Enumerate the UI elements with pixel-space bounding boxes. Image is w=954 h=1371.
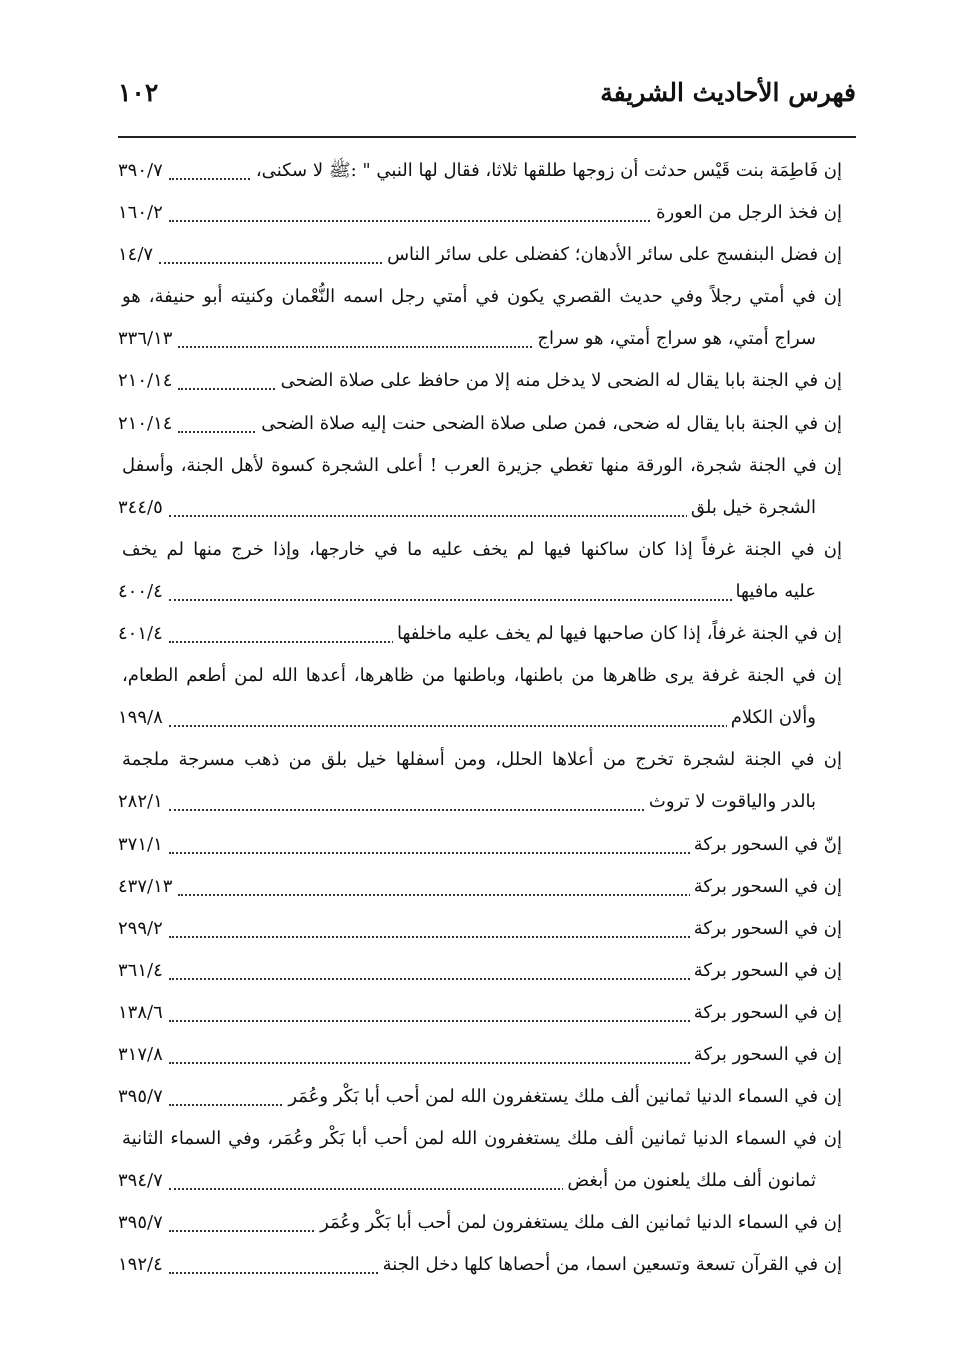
entry-text-wrap — [118, 276, 842, 318]
entry-text-wrap — [159, 234, 842, 276]
entry-text: إن في الجنة بابا يقال له الضحى لا يدخل منه إلا من حافظ على صلاة الضحى — [277, 370, 842, 391]
page-title: فهرس الأحاديث الشريفة — [600, 78, 856, 107]
entry-text-wrap — [118, 655, 842, 697]
entry-text: إن في القرآن تسعة وتسعين اسما، من أحصاها كلها دخل الجنة — [379, 1254, 842, 1275]
entry-text: إن في السماء الدنيا ثمانين ألف ملك يستغفرون الله لمن أحب أبا بَكْر وعُمَر — [284, 1086, 842, 1107]
entry-text-wrap — [118, 445, 842, 487]
index-entry — [118, 655, 842, 697]
entry-reference: ١٣٨/٦ — [118, 992, 169, 1034]
index-entry — [118, 866, 842, 908]
entry-reference: ١٩٢/٤ — [118, 1244, 169, 1286]
entry-text: إن في الجنة غرفاً، إذا كان صاحبها فيها لم يخف عليه ماخلفها — [393, 623, 842, 644]
entry-text: إن في الجنة لشجرة تخرج من أعلاها الحلل، ومن أسفلها خيل بلق من ذهب مسرجة ملجمة — [118, 749, 842, 770]
entry-text-wrap — [169, 487, 816, 529]
entry-reference: ٢١٠/١٤ — [118, 403, 178, 445]
index-entry — [118, 276, 842, 318]
entry-text-wrap — [178, 866, 842, 908]
dot-leader — [169, 599, 816, 601]
index-entry — [118, 613, 842, 655]
index-entry — [118, 234, 842, 276]
index-entry — [118, 1034, 842, 1076]
entry-text: إن في الجنة غرفاً إذا كان ساكنها فيها لم يخف عليه ما في خارجها، وإذا خرج منها لم يخف — [118, 539, 842, 560]
index-entry — [118, 150, 842, 192]
entry-text-wrap — [178, 318, 816, 360]
index-entry — [118, 192, 842, 234]
entry-reference: ٣٩٥/٧ — [118, 1076, 169, 1118]
entry-reference: ٣٣٦/١٣ — [118, 318, 178, 360]
entry-reference: ٣٧١/١ — [118, 824, 169, 866]
entry-reference: ١٦٠/٢ — [118, 192, 169, 234]
entry-text: عليه مافيها — [732, 581, 816, 602]
entry-text: إن في السحور بركة — [690, 918, 842, 939]
entry-text-wrap — [169, 613, 842, 655]
entry-reference: ٣٦١/٤ — [118, 950, 169, 992]
entry-text: إن فَاطِمَة بنت قَيْس حدثت أن زوجها طلقها ثلاثا، فقال لها النبي " :ﷺ لا سكنى، — [252, 160, 842, 181]
entry-text-wrap — [169, 1160, 816, 1202]
index-entry-continuation — [118, 318, 842, 360]
entry-text-wrap — [169, 192, 842, 234]
entry-text: إن في السماء الدنيا ثمانين الف ملك يستغفرون لمن أحب أبا بَكْر وعُمَر — [316, 1212, 842, 1233]
index-entry — [118, 950, 842, 992]
entry-text-wrap — [169, 1202, 842, 1244]
entry-reference: ٤٠١/٤ — [118, 613, 169, 655]
index-entry — [118, 1076, 842, 1118]
entry-text: إن في السحور بركة — [690, 960, 842, 981]
entry-text-wrap — [169, 1034, 842, 1076]
index-entry — [118, 1244, 842, 1286]
entry-reference: ٢٩٩/٢ — [118, 908, 169, 950]
index-entry — [118, 739, 842, 781]
entry-text-wrap — [169, 1076, 842, 1118]
entry-text: بالدر والياقوت لا تروث — [645, 791, 816, 812]
entry-reference: ٣٤٤/٥ — [118, 487, 169, 529]
entry-text: وألان الكلام — [727, 707, 816, 728]
entry-text-wrap — [169, 908, 842, 950]
entry-text-wrap — [169, 571, 816, 613]
index-entry — [118, 1118, 842, 1160]
entry-text: إن في الجنة غرفة يرى ظاهرها من باطنها، وباطنها من ظاهرها، أعدها الله لمن أطعم الطعام، — [118, 665, 842, 686]
entry-text: ثمانون ألف ملك يلعنون من أبغض — [563, 1170, 816, 1191]
entry-text: إن فضل البنفسج على سائر الأدهان؛ كفضلى على سائر الناس — [383, 244, 842, 265]
entry-text: إن في السماء الدنيا ثمانين ألف ملك يستغفرون الله لمن أحب أبا بَكْر وعُمَر، وفي السماء الثانية — [118, 1128, 842, 1149]
index-entry — [118, 360, 842, 402]
entry-reference: ٣٩٠/٧ — [118, 150, 169, 192]
entry-text-wrap — [178, 360, 842, 402]
entry-text-wrap — [178, 403, 842, 445]
entry-reference: ١٩٩/٨ — [118, 697, 169, 739]
entry-text: إن فخذ الرجل من العورة — [652, 202, 842, 223]
entry-text: إن في السحور بركة — [690, 876, 842, 897]
entry-text: إن في الجنة بابا يقال له ضحى، فمن صلى صلاة الضحى حنت إليه صلاة الضحى — [257, 413, 842, 434]
entry-text: الشجرة خيل بلق — [687, 497, 816, 518]
entry-text-wrap — [169, 697, 816, 739]
entry-text: سراج أمتي، هو سراج أمتي، هو سراج — [533, 328, 816, 349]
index-entry-continuation — [118, 487, 842, 529]
index-entry-continuation — [118, 697, 842, 739]
entry-reference: ٢٨٢/١ — [118, 781, 169, 823]
entry-text-wrap — [169, 781, 816, 823]
entry-reference: ٣١٧/٨ — [118, 1034, 169, 1076]
entry-text: إن في الجنة شجرة، الورقة منها تغطي جزيرة العرب ! أعلى الشجرة كسوة لأهل الجنة، وأسفل — [118, 455, 842, 476]
index-entry — [118, 445, 842, 487]
header-rule — [118, 136, 856, 138]
entry-text-wrap — [118, 739, 842, 781]
entry-reference: ٣٩٤/٧ — [118, 1160, 169, 1202]
entry-text-wrap — [169, 824, 842, 866]
dot-leader — [169, 725, 816, 727]
index-entry-continuation — [118, 571, 842, 613]
index-entry — [118, 992, 842, 1034]
index-entry-continuation — [118, 781, 842, 823]
entry-reference: ٤٣٧/١٣ — [118, 866, 178, 908]
page-header — [118, 72, 856, 122]
entry-reference: ٤٠٠/٤ — [118, 571, 169, 613]
index-entry — [118, 529, 842, 571]
entry-text: إن في أمتي رجلاً وفي حديث القصري يكون في أمتي رجل اسمه النُّعْمان وكنيته أبو حنيفة، هو — [118, 286, 842, 307]
entry-text-wrap — [169, 950, 842, 992]
entry-reference: ٣٩٥/٧ — [118, 1202, 169, 1244]
entry-text: إنّ في السحور بركة — [690, 834, 842, 855]
entry-text: إن في السحور بركة — [690, 1044, 842, 1065]
index-entry — [118, 1202, 842, 1244]
entry-text-wrap — [169, 1244, 842, 1286]
entry-reference: ١٤/٧ — [118, 234, 159, 276]
index-entry — [118, 908, 842, 950]
entry-reference: ٢١٠/١٤ — [118, 360, 178, 402]
page-number: ١٠٢ — [118, 78, 159, 107]
index-entry — [118, 403, 842, 445]
index-entry-continuation — [118, 1160, 842, 1202]
index-entry — [118, 824, 842, 866]
hadith-index-list — [118, 150, 842, 1287]
entry-text-wrap — [169, 992, 842, 1034]
entry-text-wrap — [169, 150, 842, 192]
entry-text: إن في السحور بركة — [690, 1002, 842, 1023]
entry-text-wrap — [118, 1118, 842, 1160]
entry-text-wrap — [118, 529, 842, 571]
